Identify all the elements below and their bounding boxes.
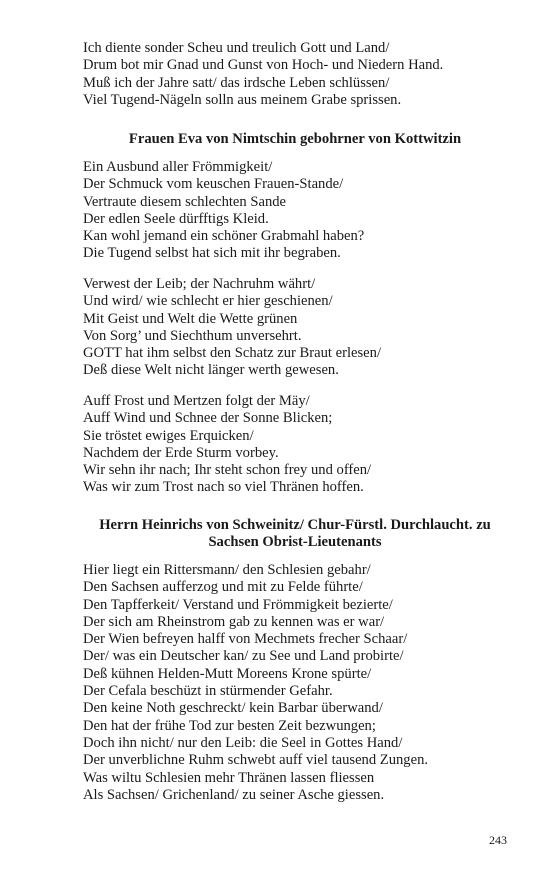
poem-line: Als Sachsen/ Grichenland/ zu seiner Asche giessen. [83,786,385,803]
poem-line: Doch ihn nicht/ nur den Leib: die Seel in Gottes Hand/ [83,734,403,751]
page-number: 243 [489,833,507,847]
poem-line: Deß diese Welt nicht länger werth gewesen. [83,362,339,379]
poem-line: Kan wohl jemand ein schöner Grabmahl haben? [83,228,365,245]
poem-stanza [83,276,523,380]
poem-title-line: Sachsen Obrist-Lieutenants [208,534,382,551]
poem-line: Der sich am Rheinstrom gab zu kennen was er war/ [83,613,385,630]
poem-line: Und wird/ wie schlecht er hier geschienen/ [83,293,333,310]
poem-line: Ein Ausbund aller Frömmigkeit/ [83,159,273,175]
poem-line: Wir sehn ihr nach; Ihr steht schon frey und offen/ [83,462,372,479]
poem-line: Muß ich der Jahre satt/ das irdsche Leben schlüssen/ [83,74,390,91]
poem-line: Der Schmuck vom keuschen Frauen-Stande/ [83,176,344,193]
poem-line: Viel Tugend-Nägeln solln aus meinem Grabe sprissen. [83,91,402,108]
poem-line: Mit Geist und Welt die Wette grünen [83,310,298,327]
poem-line: Den Sachsen aufferzog und mit zu Felde führte/ [83,579,363,596]
poem-line: Der unverblichne Ruhm schwebt auff viel tausend Zungen. [83,752,429,769]
poem-line: Der edlen Seele dürfftigs Kleid. [83,210,269,227]
intro-stanza [83,40,523,109]
poem-line: Drum bot mir Gnad und Gunst von Hoch- und Niedern Hand. [83,57,444,74]
poem-line: Auff Frost und Mertzen folgt der Mäy/ [83,393,310,409]
poem-line: GOTT hat ihm selbst den Schatz zur Braut erlesen/ [83,345,382,362]
poem-line: Hier liegt ein Rittersmann/ den Schlesien gebahr/ [83,562,371,578]
poem-line: Den hat der frühe Tod zur besten Zeit bezwungen; [83,717,376,734]
poem-line: Ich diente sonder Scheu und treulich Gott und Land/ [83,40,390,56]
poem-line: Auff Wind und Schnee der Sonne Blicken; [83,410,333,427]
poem-title-line: Herrn Heinrichs von Schweinitz/ Chur-Fürstl. Durchlaucht. zu [99,517,491,533]
poem-line: Den Tapfferkeit/ Verstand und Frömmigkeit bezierte/ [83,596,393,613]
poem-line: Was wir zum Trost nach so viel Thränen hoffen. [83,479,364,496]
poem-stanza [83,393,523,497]
poem-line: Nachdem der Erde Sturm vorbey. [83,444,279,461]
poem-line: Der/ was ein Deutscher kan/ zu See und Land probirte/ [83,648,404,665]
poem-title: Frauen Eva von Nimtschin gebohrner von Kottwitzin [128,131,462,147]
poem-line: Die Tugend selbst hat sich mit ihr begraben. [83,245,341,262]
poem-title [60,517,530,552]
poem-line: Vertraute diesem schlechten Sande [83,193,287,210]
poem-line: Der Wien befreyen halff von Mechmets frecher Schaar/ [83,631,408,648]
poem-stanza [83,562,523,804]
poem-line: Verwest der Leib; der Nachruhm währt/ [83,276,316,292]
poem-line: Deß kühnen Helden-Mutt Moreens Krone spürte/ [83,665,372,682]
poem-line: Was wiltu Schlesien mehr Thränen lassen fliessen [83,769,375,786]
poem-stanza [83,159,523,263]
poem-line: Der Cefala beschüzt in stürmender Gefahr. [83,683,333,700]
poem-line: Von Sorg’ und Siechthum unversehrt. [83,327,302,344]
poem-line: Sie tröstet ewiges Erquicken/ [83,427,254,444]
poem-line: Den keine Noth geschreckt/ kein Barbar überwand/ [83,700,383,717]
